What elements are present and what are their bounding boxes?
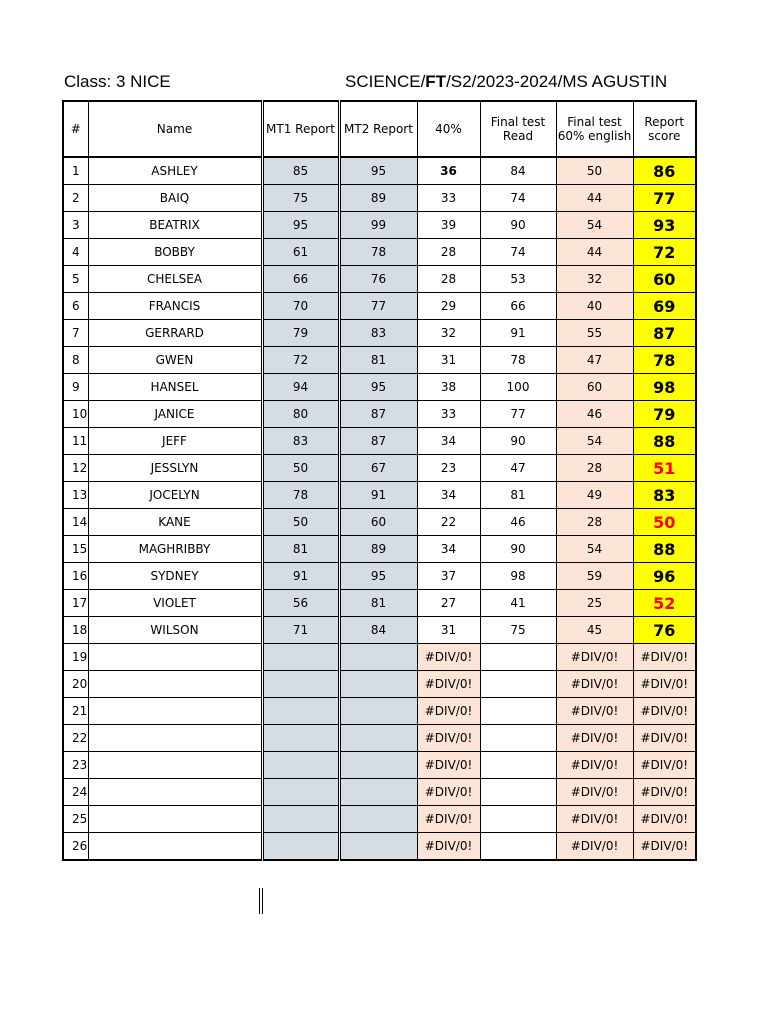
forty-percent-cell[interactable]: 34: [417, 482, 480, 509]
table-row: [63, 401, 696, 428]
final-english-cell[interactable]: 54: [556, 212, 633, 239]
table-row: [63, 752, 696, 779]
table-row: [63, 482, 696, 509]
report-score-cell[interactable]: 87: [633, 320, 696, 347]
mt1-report-cell[interactable]: 50: [262, 509, 339, 536]
row-number-cell[interactable]: 21: [63, 698, 88, 725]
mt2-report-cell[interactable]: 81: [339, 590, 417, 617]
student-name-cell[interactable]: BEATRIX: [88, 212, 262, 239]
forty-percent-cell[interactable]: 28: [417, 239, 480, 266]
table-row: [63, 185, 696, 212]
student-name-cell[interactable]: JOCELYN: [88, 482, 262, 509]
forty-percent-cell[interactable]: 31: [417, 617, 480, 644]
table-row: [63, 266, 696, 293]
mt2-report-cell[interactable]: [339, 833, 417, 861]
final-english-cell[interactable]: 45: [556, 617, 633, 644]
report-score-cell[interactable]: 79: [633, 401, 696, 428]
mt1-report-cell[interactable]: 66: [262, 266, 339, 293]
mt1-report-cell[interactable]: 72: [262, 347, 339, 374]
mt2-report-cell[interactable]: [339, 725, 417, 752]
forty-percent-cell[interactable]: 32: [417, 320, 480, 347]
final-read-cell[interactable]: 90: [480, 428, 556, 455]
row-number-cell[interactable]: 4: [63, 239, 88, 266]
row-number-cell[interactable]: 24: [63, 779, 88, 806]
table-row: [63, 536, 696, 563]
forty-percent-cell[interactable]: #DIV/0!: [417, 752, 480, 779]
header-row: [63, 101, 696, 157]
final-read-cell[interactable]: 81: [480, 482, 556, 509]
row-number-cell[interactable]: 22: [63, 725, 88, 752]
final-english-cell[interactable]: #DIV/0!: [556, 833, 633, 861]
final-english-cell[interactable]: 44: [556, 185, 633, 212]
student-name-cell[interactable]: JESSLYN: [88, 455, 262, 482]
report-score-cell[interactable]: 88: [633, 428, 696, 455]
final-english-cell[interactable]: 47: [556, 347, 633, 374]
final-english-cell[interactable]: #DIV/0!: [556, 752, 633, 779]
mt2-report-cell[interactable]: 99: [339, 212, 417, 239]
report-score-cell[interactable]: 86: [633, 157, 696, 185]
mt2-report-cell[interactable]: 67: [339, 455, 417, 482]
row-number-cell[interactable]: 8: [63, 347, 88, 374]
course-prefix: SCIENCE/: [345, 72, 426, 91]
table-row: [63, 725, 696, 752]
row-number-cell[interactable]: 11: [63, 428, 88, 455]
row-number-cell[interactable]: 7: [63, 320, 88, 347]
forty-percent-cell[interactable]: 28: [417, 266, 480, 293]
grade-rows: [63, 157, 696, 860]
table-row: [63, 806, 696, 833]
mt2-report-cell[interactable]: 89: [339, 185, 417, 212]
col-header-40pct: 40%: [417, 101, 480, 157]
mt1-report-cell[interactable]: 75: [262, 185, 339, 212]
mt1-report-cell[interactable]: [262, 725, 339, 752]
final-read-cell[interactable]: 46: [480, 509, 556, 536]
student-name-cell[interactable]: [88, 806, 262, 833]
table-row: [63, 671, 696, 698]
row-number-cell[interactable]: 10: [63, 401, 88, 428]
mt1-report-cell[interactable]: 81: [262, 536, 339, 563]
student-name-cell[interactable]: JANICE: [88, 401, 262, 428]
forty-percent-cell[interactable]: #DIV/0!: [417, 725, 480, 752]
mt2-report-cell[interactable]: 77: [339, 293, 417, 320]
final-english-cell[interactable]: #DIV/0!: [556, 806, 633, 833]
final-english-cell[interactable]: #DIV/0!: [556, 698, 633, 725]
col-header-final-60: Final test 60% english: [556, 101, 633, 157]
mt2-report-cell[interactable]: 95: [339, 157, 417, 185]
mt1-report-cell[interactable]: 83: [262, 428, 339, 455]
table-row: [63, 779, 696, 806]
student-name-cell[interactable]: [88, 671, 262, 698]
mt2-report-cell[interactable]: 95: [339, 374, 417, 401]
student-name-cell[interactable]: BAIQ: [88, 185, 262, 212]
forty-percent-cell[interactable]: 31: [417, 347, 480, 374]
final-read-cell[interactable]: 74: [480, 185, 556, 212]
mt2-report-cell[interactable]: 83: [339, 320, 417, 347]
forty-percent-cell[interactable]: #DIV/0!: [417, 671, 480, 698]
table-row: [63, 293, 696, 320]
report-score-cell[interactable]: 88: [633, 536, 696, 563]
report-score-cell[interactable]: #DIV/0!: [633, 833, 696, 861]
mt1-report-cell[interactable]: 80: [262, 401, 339, 428]
forty-percent-cell[interactable]: 33: [417, 401, 480, 428]
table-row: [63, 157, 696, 185]
table-row: [63, 698, 696, 725]
forty-percent-cell[interactable]: 22: [417, 509, 480, 536]
table-row: [63, 428, 696, 455]
final-english-cell[interactable]: 44: [556, 239, 633, 266]
table-row: [63, 239, 696, 266]
final-read-cell[interactable]: [480, 725, 556, 752]
mt2-report-cell[interactable]: 84: [339, 617, 417, 644]
report-score-cell[interactable]: #DIV/0!: [633, 752, 696, 779]
student-name-cell[interactable]: GERRARD: [88, 320, 262, 347]
mt2-report-cell[interactable]: 76: [339, 266, 417, 293]
report-score-cell[interactable]: #DIV/0!: [633, 725, 696, 752]
mt1-report-cell[interactable]: [262, 752, 339, 779]
forty-percent-cell[interactable]: 23: [417, 455, 480, 482]
mt1-report-cell[interactable]: 71: [262, 617, 339, 644]
report-score-cell[interactable]: #DIV/0!: [633, 671, 696, 698]
forty-percent-cell[interactable]: 33: [417, 185, 480, 212]
final-english-cell[interactable]: 28: [556, 509, 633, 536]
student-name-cell[interactable]: ASHLEY: [88, 157, 262, 185]
mt1-report-cell[interactable]: 85: [262, 157, 339, 185]
mt1-report-cell[interactable]: [262, 833, 339, 861]
mt1-report-cell[interactable]: 50: [262, 455, 339, 482]
table-row: [63, 347, 696, 374]
final-english-cell[interactable]: 32: [556, 266, 633, 293]
report-score-cell[interactable]: 51: [633, 455, 696, 482]
table-row: [63, 644, 696, 671]
mt1-report-cell[interactable]: [262, 806, 339, 833]
forty-percent-cell[interactable]: #DIV/0!: [417, 644, 480, 671]
final-read-cell[interactable]: [480, 671, 556, 698]
student-name-cell[interactable]: GWEN: [88, 347, 262, 374]
report-score-cell[interactable]: 69: [633, 293, 696, 320]
final-english-cell[interactable]: #DIV/0!: [556, 644, 633, 671]
row-number-cell[interactable]: 19: [63, 644, 88, 671]
row-number-cell[interactable]: 5: [63, 266, 88, 293]
mt2-report-cell[interactable]: [339, 752, 417, 779]
report-score-cell[interactable]: 50: [633, 509, 696, 536]
mt1-report-cell[interactable]: 94: [262, 374, 339, 401]
forty-percent-cell[interactable]: 34: [417, 428, 480, 455]
final-read-cell[interactable]: [480, 806, 556, 833]
mt1-report-cell[interactable]: 95: [262, 212, 339, 239]
mt1-report-cell[interactable]: 91: [262, 563, 339, 590]
course-suffix: /S2/2023-2024/MS AGUSTIN: [446, 72, 668, 91]
final-english-cell[interactable]: 28: [556, 455, 633, 482]
mt2-report-cell[interactable]: 95: [339, 563, 417, 590]
final-english-cell[interactable]: #DIV/0!: [556, 779, 633, 806]
final-english-cell[interactable]: #DIV/0!: [556, 671, 633, 698]
row-number-cell[interactable]: 20: [63, 671, 88, 698]
final-read-cell[interactable]: [480, 779, 556, 806]
final-read-cell[interactable]: 41: [480, 590, 556, 617]
report-score-cell[interactable]: #DIV/0!: [633, 779, 696, 806]
final-read-cell[interactable]: 84: [480, 157, 556, 185]
row-number-cell[interactable]: 2: [63, 185, 88, 212]
col-header-mt2: MT2 Report: [339, 101, 417, 157]
row-number-cell[interactable]: 13: [63, 482, 88, 509]
table-row: [63, 509, 696, 536]
mt1-report-cell[interactable]: [262, 644, 339, 671]
report-score-cell[interactable]: 98: [633, 374, 696, 401]
report-score-cell[interactable]: #DIV/0!: [633, 806, 696, 833]
report-score-cell[interactable]: 78: [633, 347, 696, 374]
final-read-cell[interactable]: [480, 698, 556, 725]
final-english-cell[interactable]: 55: [556, 320, 633, 347]
mt1-report-cell[interactable]: 78: [262, 482, 339, 509]
final-read-cell[interactable]: [480, 644, 556, 671]
col-header-num: #: [63, 101, 88, 157]
student-name-cell[interactable]: [88, 779, 262, 806]
mt2-report-cell[interactable]: 78: [339, 239, 417, 266]
report-score-cell[interactable]: 60: [633, 266, 696, 293]
col-header-report-score: Report score: [633, 101, 696, 157]
mt2-report-cell[interactable]: [339, 806, 417, 833]
mt2-report-cell[interactable]: 91: [339, 482, 417, 509]
final-read-cell[interactable]: 98: [480, 563, 556, 590]
row-number-cell[interactable]: 1: [63, 157, 88, 185]
final-read-cell[interactable]: 77: [480, 401, 556, 428]
table-row: [63, 374, 696, 401]
forty-percent-cell[interactable]: 36: [417, 157, 480, 185]
student-name-cell[interactable]: [88, 752, 262, 779]
mt2-report-cell[interactable]: 87: [339, 401, 417, 428]
student-name-cell[interactable]: [88, 644, 262, 671]
final-english-cell[interactable]: 50: [556, 157, 633, 185]
final-read-cell[interactable]: 47: [480, 455, 556, 482]
student-name-cell[interactable]: [88, 725, 262, 752]
student-name-cell[interactable]: KANE: [88, 509, 262, 536]
student-name-cell[interactable]: CHELSEA: [88, 266, 262, 293]
report-score-cell[interactable]: 52: [633, 590, 696, 617]
mt1-report-cell[interactable]: 61: [262, 239, 339, 266]
final-english-cell[interactable]: 49: [556, 482, 633, 509]
mt1-report-cell[interactable]: [262, 698, 339, 725]
col-header-name: Name: [88, 101, 262, 157]
row-number-cell[interactable]: 9: [63, 374, 88, 401]
final-read-cell[interactable]: 90: [480, 536, 556, 563]
forty-percent-cell[interactable]: #DIV/0!: [417, 779, 480, 806]
final-read-cell[interactable]: 91: [480, 320, 556, 347]
forty-percent-cell[interactable]: #DIV/0!: [417, 833, 480, 861]
row-number-cell[interactable]: 16: [63, 563, 88, 590]
class-label: Class: 3 NICE: [64, 72, 171, 91]
report-score-cell[interactable]: #DIV/0!: [633, 644, 696, 671]
report-score-cell[interactable]: 93: [633, 212, 696, 239]
final-english-cell[interactable]: 46: [556, 401, 633, 428]
student-name-cell[interactable]: FRANCIS: [88, 293, 262, 320]
mt2-report-cell[interactable]: [339, 671, 417, 698]
report-score-cell[interactable]: #DIV/0!: [633, 698, 696, 725]
final-english-cell[interactable]: #DIV/0!: [556, 725, 633, 752]
final-read-cell[interactable]: 66: [480, 293, 556, 320]
course-label: [345, 72, 667, 92]
student-name-cell[interactable]: SYDNEY: [88, 563, 262, 590]
final-english-cell[interactable]: 40: [556, 293, 633, 320]
final-english-cell[interactable]: 54: [556, 536, 633, 563]
row-number-cell[interactable]: 18: [63, 617, 88, 644]
table-row: [63, 212, 696, 239]
table-row: [63, 563, 696, 590]
table-row: [63, 320, 696, 347]
student-name-cell[interactable]: [88, 698, 262, 725]
student-name-cell[interactable]: VIOLET: [88, 590, 262, 617]
student-name-cell[interactable]: JEFF: [88, 428, 262, 455]
table-row: [63, 617, 696, 644]
table-row: [63, 590, 696, 617]
table-row: [63, 455, 696, 482]
forty-percent-cell[interactable]: 39: [417, 212, 480, 239]
student-name-cell[interactable]: BOBBY: [88, 239, 262, 266]
row-number-cell[interactable]: 23: [63, 752, 88, 779]
report-score-cell[interactable]: 77: [633, 185, 696, 212]
row-number-cell[interactable]: 17: [63, 590, 88, 617]
mt1-report-cell[interactable]: [262, 671, 339, 698]
mt2-report-cell[interactable]: [339, 698, 417, 725]
report-score-cell[interactable]: 76: [633, 617, 696, 644]
student-name-cell[interactable]: [88, 833, 262, 861]
report-score-cell[interactable]: 96: [633, 563, 696, 590]
final-english-cell[interactable]: 60: [556, 374, 633, 401]
row-number-cell[interactable]: 12: [63, 455, 88, 482]
row-number-cell[interactable]: 3: [63, 212, 88, 239]
forty-percent-cell[interactable]: 29: [417, 293, 480, 320]
mt1-report-cell[interactable]: [262, 779, 339, 806]
forty-percent-cell[interactable]: 34: [417, 536, 480, 563]
mt1-report-cell[interactable]: 56: [262, 590, 339, 617]
row-number-cell[interactable]: 6: [63, 293, 88, 320]
final-read-cell[interactable]: 74: [480, 239, 556, 266]
mt2-report-cell[interactable]: 81: [339, 347, 417, 374]
mt2-report-cell[interactable]: [339, 644, 417, 671]
forty-percent-cell[interactable]: #DIV/0!: [417, 698, 480, 725]
student-name-cell[interactable]: HANSEL: [88, 374, 262, 401]
final-read-cell[interactable]: 75: [480, 617, 556, 644]
mt1-report-cell[interactable]: 79: [262, 320, 339, 347]
student-name-cell[interactable]: MAGHRIBBY: [88, 536, 262, 563]
mt2-report-cell[interactable]: 60: [339, 509, 417, 536]
final-read-cell[interactable]: 78: [480, 347, 556, 374]
table-row: [63, 833, 696, 861]
row-number-cell[interactable]: 15: [63, 536, 88, 563]
forty-percent-cell[interactable]: 37: [417, 563, 480, 590]
row-number-cell[interactable]: 14: [63, 509, 88, 536]
mt2-report-cell[interactable]: 87: [339, 428, 417, 455]
col-header-mt1: MT1 Report: [262, 101, 339, 157]
grades-table: [62, 100, 697, 861]
forty-percent-cell[interactable]: 27: [417, 590, 480, 617]
forty-percent-cell[interactable]: #DIV/0!: [417, 806, 480, 833]
student-name-cell[interactable]: WILSON: [88, 617, 262, 644]
report-score-cell[interactable]: 83: [633, 482, 696, 509]
final-read-cell[interactable]: 100: [480, 374, 556, 401]
report-score-cell[interactable]: 72: [633, 239, 696, 266]
final-english-cell[interactable]: 54: [556, 428, 633, 455]
final-read-cell[interactable]: 90: [480, 212, 556, 239]
text-cursor: [259, 888, 263, 914]
final-english-cell[interactable]: 25: [556, 590, 633, 617]
forty-percent-cell[interactable]: 38: [417, 374, 480, 401]
col-header-final-read: Final test Read: [480, 101, 556, 157]
mt2-report-cell[interactable]: 89: [339, 536, 417, 563]
mt1-report-cell[interactable]: 70: [262, 293, 339, 320]
final-read-cell[interactable]: 53: [480, 266, 556, 293]
course-bold: FT: [425, 72, 447, 91]
final-read-cell[interactable]: [480, 833, 556, 861]
row-number-cell[interactable]: 25: [63, 806, 88, 833]
final-english-cell[interactable]: 59: [556, 563, 633, 590]
row-number-cell[interactable]: 26: [63, 833, 88, 861]
mt2-report-cell[interactable]: [339, 779, 417, 806]
final-read-cell[interactable]: [480, 752, 556, 779]
